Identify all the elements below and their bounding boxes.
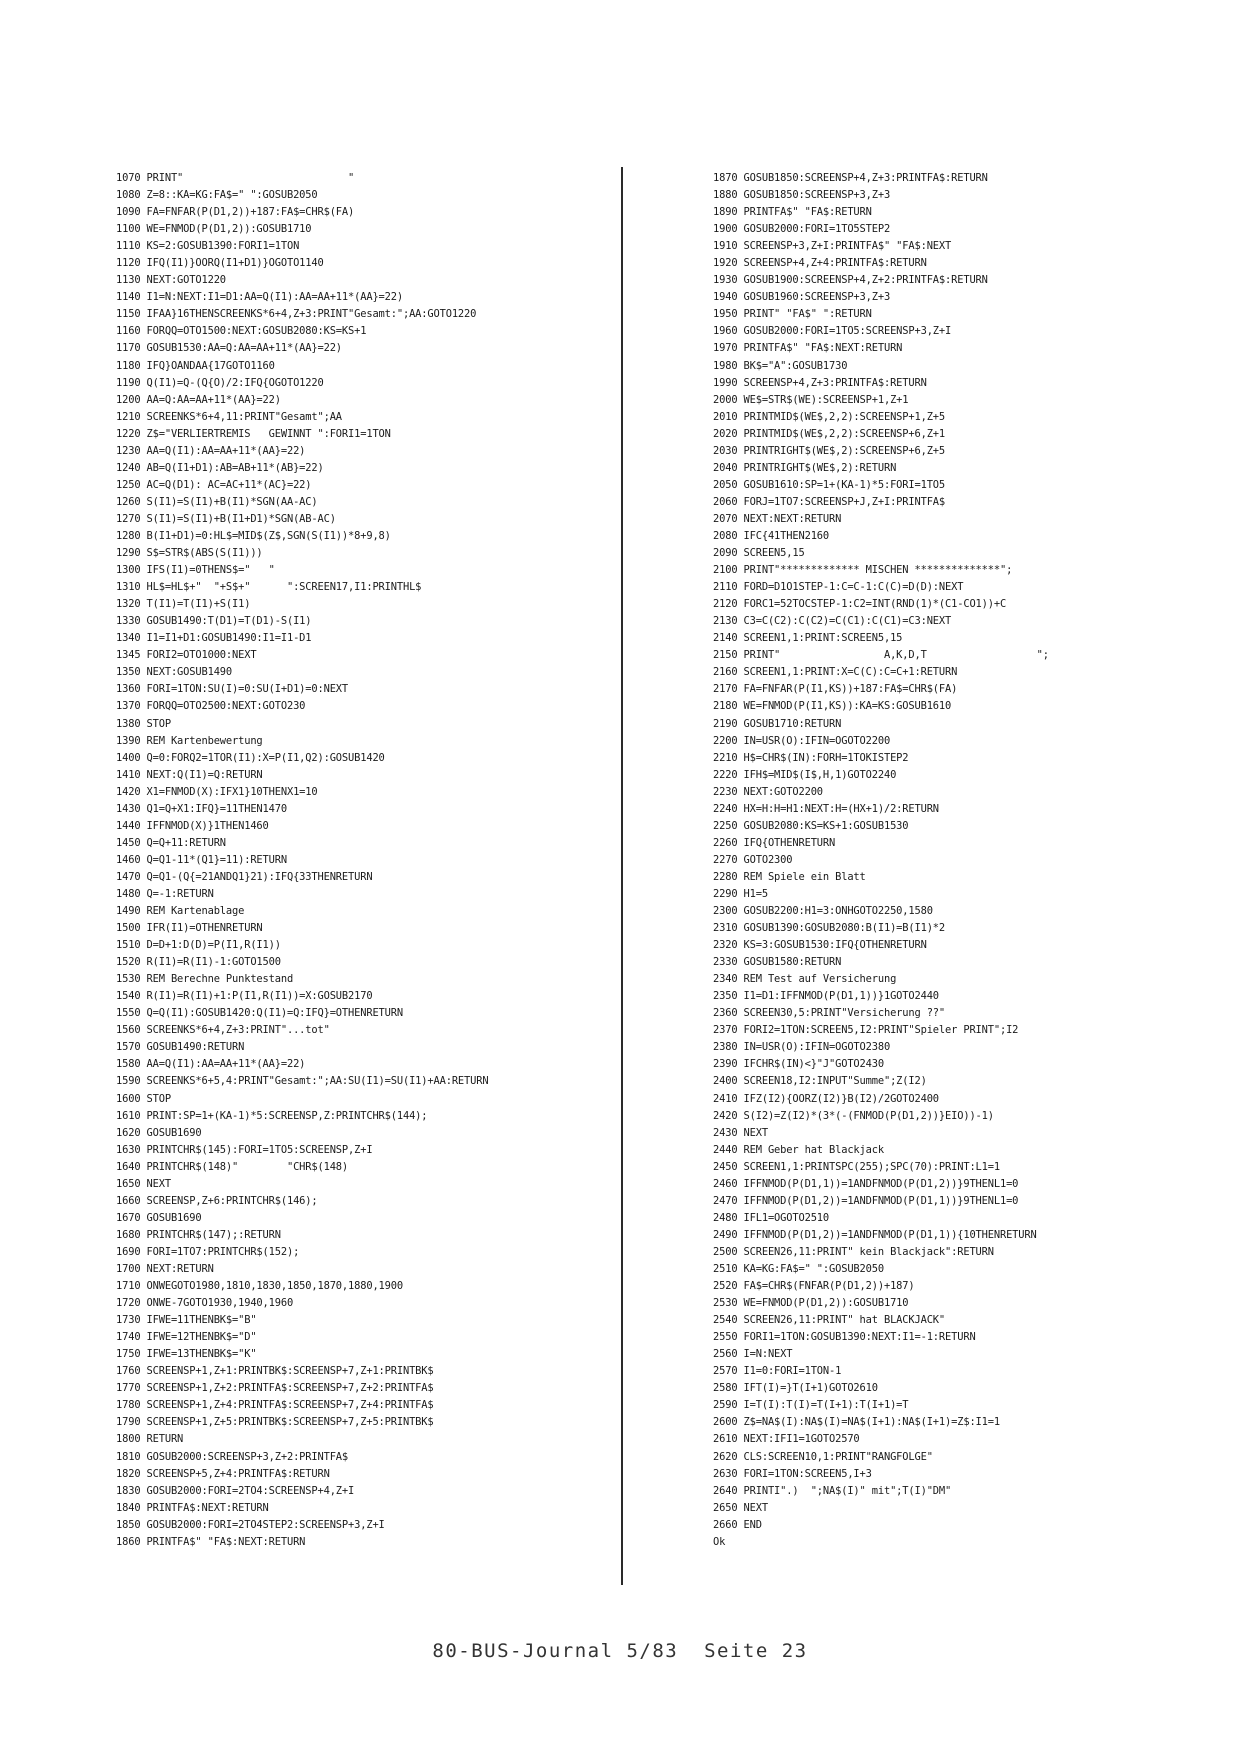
code-line: 2170 FA=FNFAR(P(I1,KS))+187:FA$=CHR$(FA) — [713, 683, 958, 696]
code-line: 1250 AC=Q(D1): AC=AC+11*(AC}=22) — [116, 478, 312, 491]
code-line: 1770 SCREENSP+1,Z+2:PRINTFA$:SCREENSP+7,Z+2:PRINTFA$ — [116, 1382, 434, 1395]
code-line: 2580 IFT(I)=}T(I+1)GOTO2610 — [713, 1382, 878, 1395]
code-line: 1420 X1=FNMOD(X):IFX1}10THENX1=10 — [116, 785, 318, 798]
code-line: 1610 PRINT:SP=1+(KA-1)*5:SCREENSP,Z:PRINTCHR$(144); — [116, 1109, 428, 1122]
code-line: 1300 IFS(I1)=0THENS$=" " — [116, 564, 275, 577]
code-line: 1320 T(I1)=T(I1)+S(I1) — [116, 598, 251, 611]
code-line: 1080 Z=8::KA=KG:FA$=" ":GOSUB2050 — [116, 189, 318, 202]
code-line: 2330 GOSUB1580:RETURN — [713, 956, 842, 969]
code-line: 1190 Q(I1)=Q-(Q{O)/2:IFQ{OGOTO1220 — [116, 376, 324, 389]
code-line: 2350 I1=D1:IFFNMOD(P(D1,1))}1GOTO2440 — [713, 990, 939, 1003]
code-line: 1920 SCREENSP+4,Z+4:PRINTFA$:RETURN — [713, 257, 927, 270]
code-line: 1730 IFWE=11THENBK$="B" — [116, 1314, 257, 1327]
code-line: 2000 WE$=STR$(WE):SCREENSP+1,Z+1 — [713, 393, 909, 406]
code-line: 1100 WE=FNMOD(P(D1,2)):GOSUB1710 — [116, 223, 312, 236]
code-line: 2460 IFFNMOD(P(D1,1))=1ANDFNMOD(P(D1,2))}9THENL1=0 — [713, 1177, 1019, 1190]
code-line: 2240 HX=H:H=H1:NEXT:H=(HX+1)/2:RETURN — [713, 802, 939, 815]
code-line: 1750 IFWE=13THENBK$="K" — [116, 1348, 257, 1361]
code-line: 2550 FORI1=1TON:GOSUB1390:NEXT:I1=-1:RETURN — [713, 1331, 976, 1344]
code-line: 2120 FORC1=52TOCSTEP-1:C2=INT(RND(1)*(C1-CO1))+C — [713, 598, 1007, 611]
code-line: 1570 GOSUB1490:RETURN — [116, 1041, 245, 1054]
code-line: 1640 PRINTCHR$(148)" "CHR$(148) — [116, 1160, 349, 1173]
code-line: 2190 GOSUB1710:RETURN — [713, 717, 842, 730]
code-line: 1810 GOSUB2000:SCREENSP+3,Z+2:PRINTFA$ — [116, 1450, 349, 1463]
column-divider — [621, 167, 623, 1585]
code-line: 2370 FORI2=1TON:SCREEN5,I2:PRINT"Spieler PRINT";I2 — [713, 1024, 1019, 1037]
code-line: 1345 FORI2=OTO1000:NEXT — [116, 649, 257, 662]
code-line: 1260 S(I1)=S(I1)+B(I1)*SGN(AA-AC) — [116, 495, 318, 508]
listing-right-column — [713, 170, 1213, 1551]
code-line: 1330 GOSUB1490:T(D1)=T(D1)-S(I1) — [116, 615, 312, 628]
code-line: 2260 IFQ{OTHENRETURN — [713, 836, 836, 849]
code-line: 1370 FORQQ=OTO2500:NEXT:GOTO230 — [116, 700, 306, 713]
code-line: 1680 PRINTCHR$(147);:RETURN — [116, 1228, 281, 1241]
code-line: 2430 NEXT — [713, 1126, 768, 1139]
code-line: 2110 FORD=D1O1STEP-1:C=C-1:C(C)=D(D):NEXT — [713, 581, 964, 594]
code-line: 2150 PRINT" A,K,D,T "; — [713, 649, 1049, 662]
code-line: 2380 IN=USR(O):IFIN=OGOTO2380 — [713, 1041, 891, 1054]
code-line: 1720 ONWE-7GOTO1930,1940,1960 — [116, 1297, 294, 1310]
code-line: 2230 NEXT:GOTO2200 — [713, 785, 823, 798]
code-line: 1620 GOSUB1690 — [116, 1126, 202, 1139]
code-line: 1630 PRINTCHR$(145):FORI=1TO5:SCREENSP,Z+I — [116, 1143, 373, 1156]
code-line: 1180 IFQ}OANDAA{17GOTO1160 — [116, 359, 275, 372]
code-line: 2390 IFCHR$(IN)<}"J"GOTO2430 — [713, 1058, 884, 1071]
code-line: 1540 R(I1)=R(I1)+1:P(I1,R(I1))=X:GOSUB2170 — [116, 990, 373, 1003]
code-line: 1220 Z$="VERLIERTREMIS GEWINNT ":FORI1=1TON — [116, 427, 391, 440]
code-line: 2080 IFC{41THEN2160 — [713, 529, 830, 542]
code-line: 1890 PRINTFA$" "FA$:RETURN — [713, 206, 872, 219]
code-line: 2140 SCREEN1,1:PRINT:SCREEN5,15 — [713, 632, 903, 645]
code-line: 1900 GOSUB2000:FORI=1TO5STEP2 — [713, 223, 891, 236]
code-line: 1480 Q=-1:RETURN — [116, 887, 214, 900]
code-line: 2090 SCREEN5,15 — [713, 547, 805, 560]
code-line: 1690 FORI=1TO7:PRINTCHR$(152); — [116, 1245, 300, 1258]
code-line: 1130 NEXT:GOTO1220 — [116, 274, 226, 287]
code-line: 1240 AB=Q(I1+D1):AB=AB+11*(AB}=22) — [116, 461, 324, 474]
code-line: 1400 Q=0:FORQ2=1TOR(I1):X=P(I1,Q2):GOSUB1420 — [116, 751, 385, 764]
code-line: 1660 SCREENSP,Z+6:PRINTCHR$(146); — [116, 1194, 318, 1207]
code-line: 2500 SCREEN26,11:PRINT" kein Blackjack":RETURN — [713, 1245, 994, 1258]
code-line: 2420 S(I2)=Z(I2)*(3*(-(FNMOD(P(D1,2))}EIO))-1) — [713, 1109, 994, 1122]
code-line: 1380 STOP — [116, 717, 171, 730]
code-line: 1280 B(I1+D1)=0:HL$=MID$(Z$,SGN(S(I1))*8+9,8) — [116, 529, 391, 542]
listing-left-column — [116, 170, 606, 1551]
code-line: 1990 SCREENSP+4,Z+3:PRINTFA$:RETURN — [713, 376, 927, 389]
code-line: 1550 Q=Q(I1):GOSUB1420:Q(I1)=Q:IFQ}=OTHENRETURN — [116, 1007, 403, 1020]
code-line: 2270 GOTO2300 — [713, 853, 793, 866]
code-line: 2510 KA=KG:FA$=" ":GOSUB2050 — [713, 1263, 884, 1275]
code-line: 1160 FORQQ=OTO1500:NEXT:GOSUB2080:KS=KS+1 — [116, 325, 367, 338]
code-line: 2300 GOSUB2200:H1=3:ONHGOTO2250,1580 — [713, 905, 933, 918]
code-line: 1980 BK$="A":GOSUB1730 — [713, 359, 848, 372]
code-line: 2400 SCREEN18,I2:INPUT"Summe";Z(I2) — [713, 1075, 927, 1088]
code-line: 1880 GOSUB1850:SCREENSP+3,Z+3 — [713, 189, 891, 202]
code-line: 2210 H$=CHR$(IN):FORH=1TOKISTEP2 — [713, 751, 909, 764]
code-line: 2360 SCREEN30,5:PRINT"Versicherung ??" — [713, 1007, 946, 1020]
code-line: 1470 Q=Q1-(Q{=21ANDQ1}21):IFQ{33THENRETURN — [116, 870, 373, 883]
code-line: 1840 PRINTFA$:NEXT:RETURN — [116, 1501, 269, 1514]
code-line: 1930 GOSUB1900:SCREENSP+4,Z+2:PRINTFA$:RETURN — [713, 274, 988, 287]
code-line: 1450 Q=Q+11:RETURN — [116, 836, 226, 849]
code-line: 1430 Q1=Q+X1:IFQ}=11THEN1470 — [116, 802, 287, 815]
code-line: 1070 PRINT" " — [116, 172, 355, 184]
code-line: 2050 GOSUB1610:SP=1+(KA-1)*5:FORI=1TO5 — [713, 478, 946, 491]
code-line: 1290 S$=STR$(ABS(S(I1))) — [116, 547, 263, 560]
code-line: 1580 AA=Q(I1):AA=AA+11*(AA}=22) — [116, 1058, 306, 1071]
page-footer: 80-BUS-Journal 5/83 Seite 23 — [432, 1640, 808, 1662]
code-line: 2100 PRINT"************* MISCHEN **************"; — [713, 564, 1013, 577]
code-line: 2650 NEXT — [713, 1501, 768, 1514]
code-line: 2450 SCREEN1,1:PRINTSPC(255);SPC(70):PRINT:L1=1 — [713, 1160, 1000, 1173]
code-line: 1340 I1=I1+D1:GOSUB1490:I1=I1-D1 — [116, 632, 312, 645]
code-line: 2610 NEXT:IFI1=1GOTO2570 — [713, 1433, 860, 1446]
code-line: 2590 I=T(I):T(I)=T(I+1):T(I+1)=T — [713, 1399, 909, 1412]
code-line: 1950 PRINT" "FA$" ":RETURN — [713, 308, 872, 321]
code-line: 1870 GOSUB1850:SCREENSP+4,Z+3:PRINTFA$:RETURN — [713, 172, 988, 184]
code-line: 2280 REM Spiele ein Blatt — [713, 870, 866, 883]
code-line: 1710 ONWEGOTO1980,1810,1830,1850,1870,1880,1900 — [116, 1280, 403, 1293]
code-line: 2560 I=N:NEXT — [713, 1348, 793, 1361]
code-line: 2010 PRINTMID$(WE$,2,2):SCREENSP+1,Z+5 — [713, 410, 946, 423]
code-line: 1170 GOSUB1530:AA=Q:AA=AA+11*(AA}=22) — [116, 342, 342, 355]
code-line: 1510 D=D+1:D(D)=P(I1,R(I1)) — [116, 939, 281, 952]
code-line: 1440 IFFNMOD(X)}1THEN1460 — [116, 819, 269, 832]
code-line: 2340 REM Test auf Versicherung — [713, 973, 897, 986]
code-line: 2040 PRINTRIGHT$(WE$,2):RETURN — [713, 461, 897, 474]
code-line: 2660 END — [713, 1518, 762, 1531]
code-line: 2320 KS=3:GOSUB1530:IFQ{OTHENRETURN — [713, 939, 927, 952]
code-line: 2440 REM Geber hat Blackjack — [713, 1143, 884, 1156]
code-line: Ok — [713, 1535, 726, 1548]
code-line: 2070 NEXT:NEXT:RETURN — [713, 512, 842, 525]
code-line: 1500 IFR(I1)=OTHENRETURN — [116, 922, 263, 935]
code-line: 1310 HL$=HL$+" "+S$+" ":SCREEN17,I1:PRINTHL$ — [116, 581, 422, 594]
code-line: 2540 SCREEN26,11:PRINT" hat BLACKJACK" — [713, 1314, 946, 1327]
code-line: 2520 FA$=CHR$(FNFAR(P(D1,2))+187) — [713, 1280, 915, 1293]
code-line: 1820 SCREENSP+5,Z+4:PRINTFA$:RETURN — [116, 1467, 330, 1480]
code-line: 1700 NEXT:RETURN — [116, 1263, 214, 1275]
code-line: 2600 Z$=NA$(I):NA$(I)=NA$(I+1):NA$(I+1)=Z$:I1=1 — [713, 1416, 1000, 1429]
code-line: 2250 GOSUB2080:KS=KS+1:GOSUB1530 — [713, 819, 909, 832]
code-line: 1800 RETURN — [116, 1433, 184, 1446]
code-line: 2130 C3=C(C2):C(C2)=C(C1):C(C1)=C3:NEXT — [713, 615, 952, 628]
code-line: 2060 FORJ=1TO7:SCREENSP+J,Z+I:PRINTFA$ — [713, 495, 946, 508]
code-line: 1670 GOSUB1690 — [116, 1211, 202, 1224]
code-line: 2290 H1=5 — [713, 887, 768, 900]
code-line: 1350 NEXT:GOSUB1490 — [116, 666, 233, 679]
code-line: 1650 NEXT — [116, 1177, 171, 1190]
code-line: 1830 GOSUB2000:FORI=2TO4:SCREENSP+4,Z+I — [116, 1484, 355, 1497]
code-line: 1530 REM Berechne Punktestand — [116, 973, 294, 986]
code-line: 1270 S(I1)=S(I1)+B(I1+D1)*SGN(AB-AC) — [116, 512, 336, 525]
code-line: 1910 SCREENSP+3,Z+I:PRINTFA$" "FA$:NEXT — [713, 240, 952, 253]
code-line: 2620 CLS:SCREEN10,1:PRINT"RANGFOLGE" — [713, 1450, 933, 1463]
code-line: 2640 PRINTI".) ";NA$(I)" mit";T(I)"DM" — [713, 1484, 952, 1497]
code-line: 2160 SCREEN1,1:PRINT:X=C(C):C=C+1:RETURN — [713, 666, 958, 679]
code-line: 1960 GOSUB2000:FORI=1TO5:SCREENSP+3,Z+I — [713, 325, 952, 338]
code-line: 1860 PRINTFA$" "FA$:NEXT:RETURN — [116, 1535, 306, 1548]
code-line: 1970 PRINTFA$" "FA$:NEXT:RETURN — [713, 342, 903, 355]
code-line: 2030 PRINTRIGHT$(WE$,2):SCREENSP+6,Z+5 — [713, 444, 946, 457]
code-line: 2020 PRINTMID$(WE$,2,2):SCREENSP+6,Z+1 — [713, 427, 946, 440]
code-line: 1110 KS=2:GOSUB1390:FORI1=1TON — [116, 240, 300, 253]
code-line: 1600 STOP — [116, 1092, 171, 1105]
code-line: 1760 SCREENSP+1,Z+1:PRINTBK$:SCREENSP+7,Z+1:PRINTBK$ — [116, 1365, 434, 1378]
code-line: 2480 IFL1=OGOTO2510 — [713, 1211, 830, 1224]
code-line: 2530 WE=FNMOD(P(D1,2)):GOSUB1710 — [713, 1297, 909, 1310]
code-line: 1090 FA=FNFAR(P(D1,2))+187:FA$=CHR$(FA) — [116, 206, 355, 219]
code-line: 1520 R(I1)=R(I1)-1:GOTO1500 — [116, 956, 281, 969]
code-line: 2490 IFFNMOD(P(D1,2))=1ANDFNMOD(P(D1,1)){10THENRETURN — [713, 1228, 1037, 1241]
code-line: 1790 SCREENSP+1,Z+5:PRINTBK$:SCREENSP+7,Z+5:PRINTBK$ — [116, 1416, 434, 1429]
code-line: 1490 REM Kartenablage — [116, 905, 245, 918]
code-line: 1140 I1=N:NEXT:I1=D1:AA=Q(I1):AA=AA+11*(AA}=22) — [116, 291, 403, 304]
code-line: 1560 SCREENKS*6+4,Z+3:PRINT"...tot" — [116, 1024, 330, 1037]
code-line: 2410 IFZ(I2){OORZ(I2)}B(I2)/2GOTO2400 — [713, 1092, 939, 1105]
code-line: 2310 GOSUB1390:GOSUB2080:B(I1)=B(I1)*2 — [713, 922, 946, 935]
code-line: 1120 IFQ(I1)}OORQ(I1+D1)}OGOTO1140 — [116, 257, 324, 270]
code-line: 2220 IFH$=MID$(I$,H,1)GOTO2240 — [713, 768, 897, 781]
code-line: 1940 GOSUB1960:SCREENSP+3,Z+3 — [713, 291, 891, 304]
code-line: 1740 IFWE=12THENBK$="D" — [116, 1331, 257, 1344]
code-line: 1200 AA=Q:AA=AA+11*(AA}=22) — [116, 393, 281, 406]
code-line: 1460 Q=Q1-11*(Q1}=11):RETURN — [116, 853, 287, 866]
code-line: 1780 SCREENSP+1,Z+4:PRINTFA$:SCREENSP+7,Z+4:PRINTFA$ — [116, 1399, 434, 1412]
code-line: 2180 WE=FNMOD(P(I1,KS)):KA=KS:GOSUB1610 — [713, 700, 952, 713]
code-line: 2200 IN=USR(O):IFIN=OGOTO2200 — [713, 734, 891, 747]
code-line: 2630 FORI=1TON:SCREEN5,I+3 — [713, 1467, 872, 1480]
code-line: 1150 IFAA}16THENSCREENKS*6+4,Z+3:PRINT"Gesamt:";AA:GOTO1220 — [116, 308, 477, 321]
code-line: 1390 REM Kartenbewertung — [116, 734, 263, 747]
code-line: 1590 SCREENKS*6+5,4:PRINT"Gesamt:";AA:SU(I1)=SU(I1)+AA:RETURN — [116, 1075, 489, 1088]
code-line: 1850 GOSUB2000:FORI=2TO4STEP2:SCREENSP+3,Z+I — [116, 1518, 385, 1531]
code-line: 1410 NEXT:Q(I1)=Q:RETURN — [116, 768, 263, 781]
code-line: 1210 SCREENKS*6+4,11:PRINT"Gesamt";AA — [116, 410, 342, 423]
code-line: 2570 I1=0:FORI=1TON-1 — [713, 1365, 842, 1378]
code-line: 1360 FORI=1TON:SU(I)=0:SU(I+D1)=0:NEXT — [116, 683, 349, 696]
code-line: 2470 IFFNMOD(P(D1,2))=1ANDFNMOD(P(D1,1))}9THENL1=0 — [713, 1194, 1019, 1207]
code-line: 1230 AA=Q(I1):AA=AA+11*(AA}=22) — [116, 444, 306, 457]
